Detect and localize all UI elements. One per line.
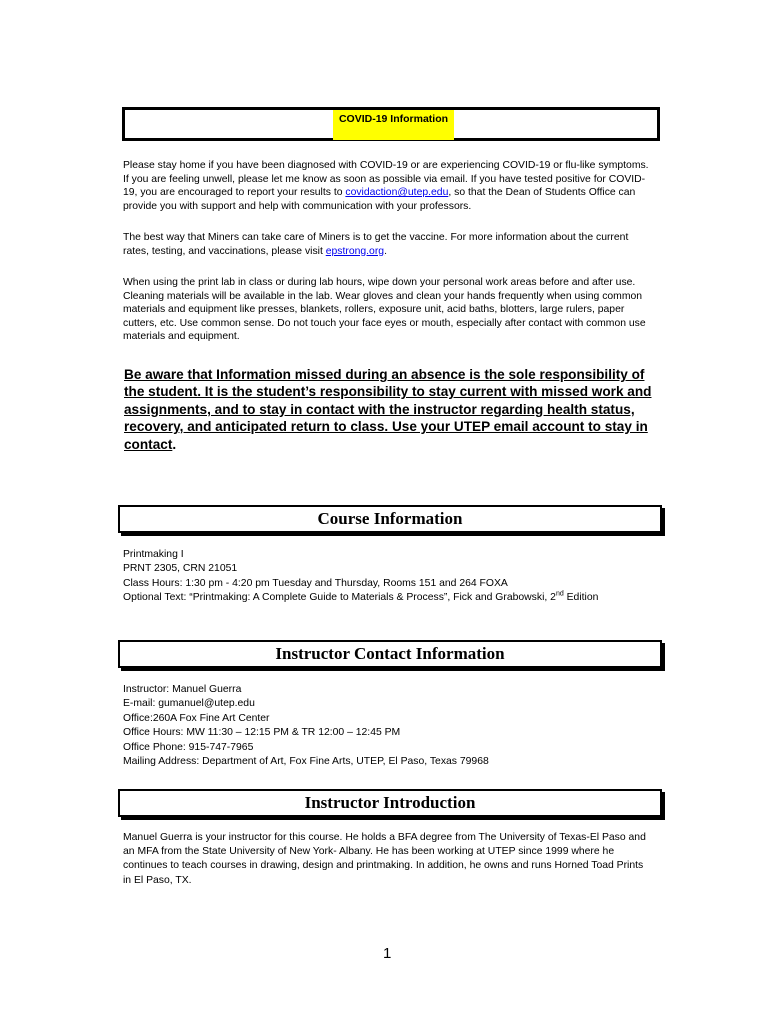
contact-line: E-mail: gumanuel@utep.edu (123, 698, 255, 710)
covid-p2-text-end: . (384, 245, 387, 257)
absence-warning (124, 366, 664, 453)
epstrong-link[interactable]: epstrong.org (325, 245, 385, 257)
covid-heading: COVID-19 Information (333, 110, 454, 140)
contact-line: Office Hours: MW 11:30 – 12:15 PM & TR 12:00 – 12:45 PM (123, 727, 401, 739)
course-information-block (123, 548, 683, 606)
instructor-introduction-heading: Instructor Introduction (118, 789, 662, 817)
covid-email-link[interactable]: covidaction@utep.edu (345, 187, 449, 199)
course-title: Printmaking I (123, 549, 184, 560)
contact-line: Office Phone: 915-747-7965 (123, 741, 254, 753)
covid-p1-text-end: , so that the Dean of Students Office can provide you with support and help with communication with your professors. (123, 187, 636, 212)
covid-p2-text: The best way that Miners can take care of Miners is to get the vaccine. For more information about the current rates, testing, and vaccinations, please visit (123, 232, 629, 257)
course-number: PRNT 2305, CRN 21051 (123, 563, 238, 575)
absence-warning-end: . (172, 436, 177, 452)
optional-text: Optional Text: “Printmaking: A Complete Guide to Materials & Process”, Fick and Grabowski, 2nd Edition (123, 590, 599, 604)
class-hours: Class Hours: 1:30 pm - 4:20 pm Tuesday and Thursday, Rooms 151 and 264 FOXA (123, 577, 508, 589)
covid-p1-text: Please stay home if you have been diagnosed with COVID-19 or are experiencing COVID-19 or flu-like symptoms. If you are feeling unwell, please let me know as soon as possible via email. If you have tested positive for COVID-19, you are encouraged to report your results to (123, 160, 649, 199)
contact-line: Instructor: Manuel Guerra (123, 684, 242, 695)
instructor-introduction-text: Manuel Guerra is your instructor for this course. He holds a BFA degree from The University of Texas-El Paso and an MFA from the State University of New York- Albany. He has been working at UTEP since 1999 where he continues to teach courses in drawing, design and printmaking. In addition, he owns and runs Horned Toad Prints in El Paso, TX. (123, 832, 646, 886)
contact-line: Office:260A Fox Fine Art Center (123, 712, 270, 724)
instructor-contact-block (123, 683, 683, 769)
instructor-contact-heading: Instructor Contact Information (118, 640, 662, 668)
contact-line: Mailing Address: Department of Art, Fox Fine Arts, UTEP, El Paso, Texas 79968 (123, 756, 489, 768)
page-number: 1 (383, 945, 392, 962)
covid-paragraph-1 (123, 159, 653, 213)
covid-paragraph-2 (123, 231, 653, 258)
lab-safety-paragraph: When using the print lab in class or during lab hours, wipe down your personal work areas before and after use. Cleaning materials will be available in the lab. Wear gloves and clean your hands frequently when using common materials and equipment like presses, blankets, rollers, exposure unit, acid baths, blotters, large rulers, paper cutters, etc. Use common sense. Do not touch your face eyes or mouth, especially after contact with common use materials and equipment. (123, 277, 646, 343)
course-information-heading: Course Information (118, 505, 662, 533)
absence-warning-text: Be aware that Information missed during an absence is the sole responsibility of the student. It is the student’s responsibility to stay current with missed work and assignments, and to stay in contact with the instructor regarding health status, recovery, and anticipated return to class. Use your UTEP email account to stay in contact (124, 367, 652, 452)
